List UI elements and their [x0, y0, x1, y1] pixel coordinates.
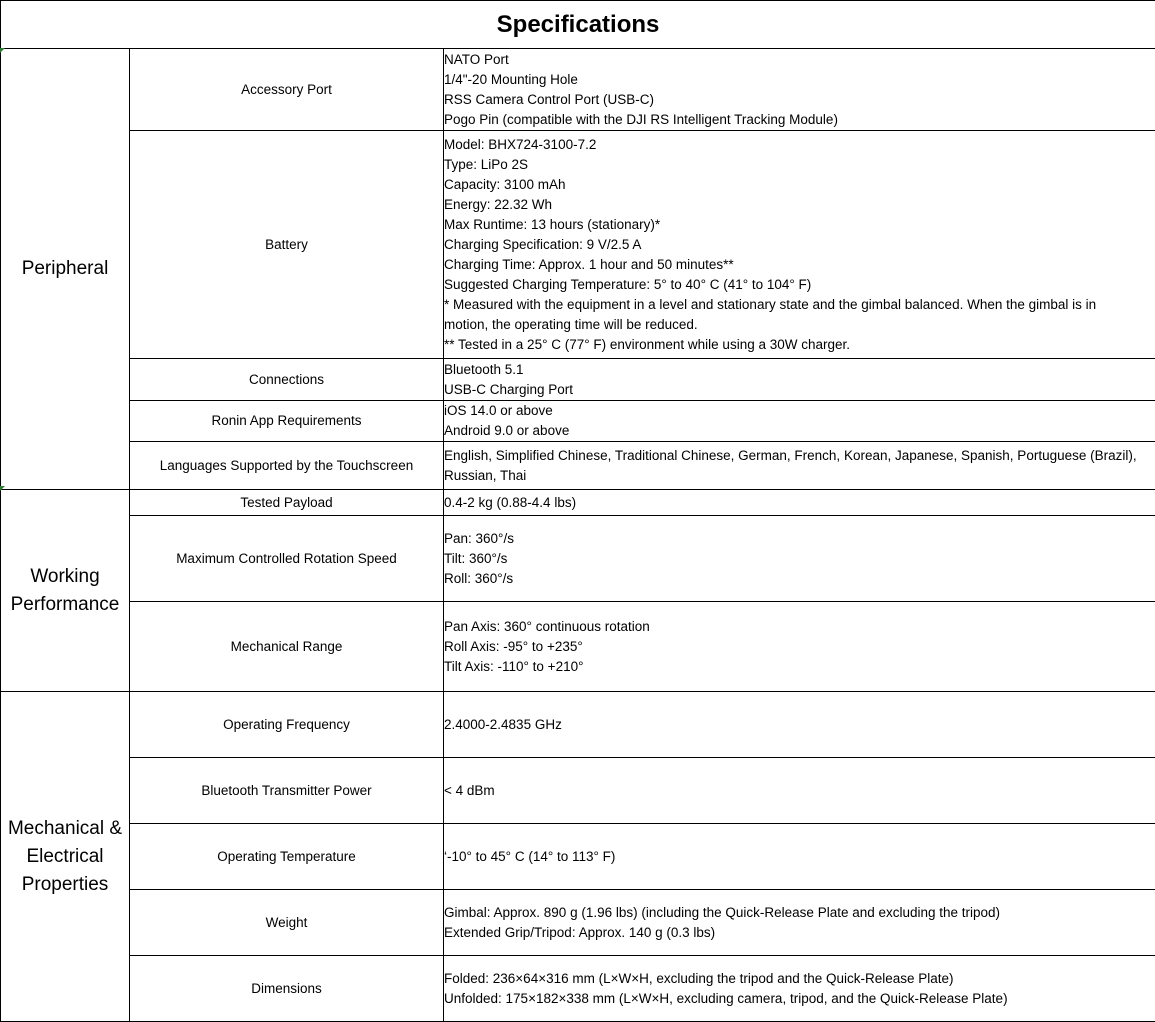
spec-item-operating-frequency: Operating Frequency: [130, 692, 444, 758]
spec-value-line: NATO Port: [444, 50, 1155, 70]
table-row: [1, 890, 1155, 956]
spec-value-line: Bluetooth 5.1: [444, 360, 1155, 380]
spec-value-line: ** Tested in a 25° C (77° F) environment while using a 30W charger.: [444, 335, 1155, 355]
spec-item-connections: Connections: [130, 359, 444, 401]
category-cell-mechanical-electrical-properties: Mechanical & Electrical Properties: [1, 692, 130, 1022]
spec-value-line: Gimbal: Approx. 890 g (1.96 lbs) (including the Quick-Release Plate and excluding the tripod): [444, 903, 1155, 923]
spec-value-line: Extended Grip/Tripod: Approx. 140 g (0.3 lbs): [444, 923, 1155, 943]
spec-item-weight: Weight: [130, 890, 444, 956]
spec-value-line: Charging Specification: 9 V/2.5 A: [444, 235, 1155, 255]
table-row: [1, 131, 1155, 359]
table-row: [1, 516, 1155, 602]
spec-item-languages-supported-by-the-touchscreen: Languages Supported by the Touchscreen: [130, 442, 444, 490]
table-row: [1, 758, 1155, 824]
spec-item-battery: Battery: [130, 131, 444, 359]
spec-value-cell: [444, 824, 1155, 890]
table-row: [1, 490, 1155, 516]
table-row: [1, 49, 1155, 131]
table-row: [1, 401, 1155, 442]
spec-value-cell: [444, 602, 1155, 692]
table-title: Specifications: [1, 1, 1155, 49]
spec-value-cell: [444, 516, 1155, 602]
spec-value-line: Charging Time: Approx. 1 hour and 50 minutes**: [444, 255, 1155, 275]
spec-value-line: Model: BHX724-3100-7.2: [444, 135, 1155, 155]
spec-value-line: USB-C Charging Port: [444, 380, 1155, 400]
spec-item-accessory-port: Accessory Port: [130, 49, 444, 131]
spec-item-tested-payload: Tested Payload: [130, 490, 444, 516]
spec-value-line: Pan: 360°/s: [444, 529, 1155, 549]
spec-value-cell: [444, 692, 1155, 758]
spec-value-line: 1/4"-20 Mounting Hole: [444, 70, 1155, 90]
category-cell-working-performance: Working Performance: [1, 490, 130, 692]
spec-value-cell: [444, 758, 1155, 824]
spec-item-operating-temperature: Operating Temperature: [130, 824, 444, 890]
spec-value-cell: [444, 890, 1155, 956]
spec-value-line: Tilt: 360°/s: [444, 549, 1155, 569]
title-row: [1, 1, 1155, 49]
spec-value-line: Russian, Thai: [444, 466, 1155, 486]
spec-value-line: Roll Axis: -95° to +235°: [444, 637, 1155, 657]
spec-value-line: Pogo Pin (compatible with the DJI RS Intelligent Tracking Module): [444, 110, 1155, 130]
spec-value-line: Tilt Axis: -110° to +210°: [444, 657, 1155, 677]
spec-value-line: English, Simplified Chinese, Traditional Chinese, German, French, Korean, Japanese, Spanish, Portuguese (Brazil),: [444, 446, 1155, 466]
table-row: [1, 602, 1155, 692]
table-row: [1, 692, 1155, 758]
spec-item-mechanical-range: Mechanical Range: [130, 602, 444, 692]
section-marker-working-performance: [0, 486, 5, 491]
spec-value-cell: [444, 49, 1155, 131]
spec-value-line: Roll: 360°/s: [444, 569, 1155, 589]
spec-value-line: Capacity: 3100 mAh: [444, 175, 1155, 195]
spec-value-line: Max Runtime: 13 hours (stationary)*: [444, 215, 1155, 235]
table-row: [1, 442, 1155, 490]
spec-value-line: < 4 dBm: [444, 781, 1155, 801]
spec-item-maximum-controlled-rotation-speed: Maximum Controlled Rotation Speed: [130, 516, 444, 602]
spec-value-cell: [444, 956, 1155, 1022]
spec-value-line: iOS 14.0 or above: [444, 401, 1155, 421]
spec-value-line: motion, the operating time will be reduced.: [444, 315, 1155, 335]
spec-value-line: RSS Camera Control Port (USB-C): [444, 90, 1155, 110]
table-row: [1, 824, 1155, 890]
spec-value-cell: [444, 131, 1155, 359]
spec-value-cell: [444, 442, 1155, 490]
table-row: [1, 956, 1155, 1022]
section-marker-peripheral: [0, 48, 5, 53]
category-cell-peripheral: Peripheral: [1, 49, 130, 490]
spec-value-line: * Measured with the equipment in a level and stationary state and the gimbal balanced. When the gimbal is in: [444, 295, 1155, 315]
spec-value-line: Pan Axis: 360° continuous rotation: [444, 617, 1155, 637]
spec-value-line: 0.4-2 kg (0.88-4.4 lbs): [444, 493, 1155, 513]
spec-value-line: Folded: 236×64×316 mm (L×W×H, excluding the tripod and the Quick-Release Plate): [444, 969, 1155, 989]
spec-value-line: Energy: 22.32 Wh: [444, 195, 1155, 215]
spec-item-dimensions: Dimensions: [130, 956, 444, 1022]
spec-value-cell: [444, 401, 1155, 442]
table-row: [1, 359, 1155, 401]
spec-item-bluetooth-transmitter-power: Bluetooth Transmitter Power: [130, 758, 444, 824]
spec-value-line: Suggested Charging Temperature: 5° to 40° C (41° to 104° F): [444, 275, 1155, 295]
spec-value-line: ‘-10° to 45° C (14° to 113° F): [444, 847, 1155, 867]
spec-value-line: Android 9.0 or above: [444, 421, 1155, 441]
spec-value-cell: [444, 490, 1155, 516]
spec-value-line: Type: LiPo 2S: [444, 155, 1155, 175]
spec-item-ronin-app-requirements: Ronin App Requirements: [130, 401, 444, 442]
spec-value-cell: [444, 359, 1155, 401]
spec-value-line: 2.4000-2.4835 GHz: [444, 715, 1155, 735]
spec-value-line: Unfolded: 175×182×338 mm (L×W×H, excluding camera, tripod, and the Quick-Release Plate): [444, 989, 1155, 1009]
